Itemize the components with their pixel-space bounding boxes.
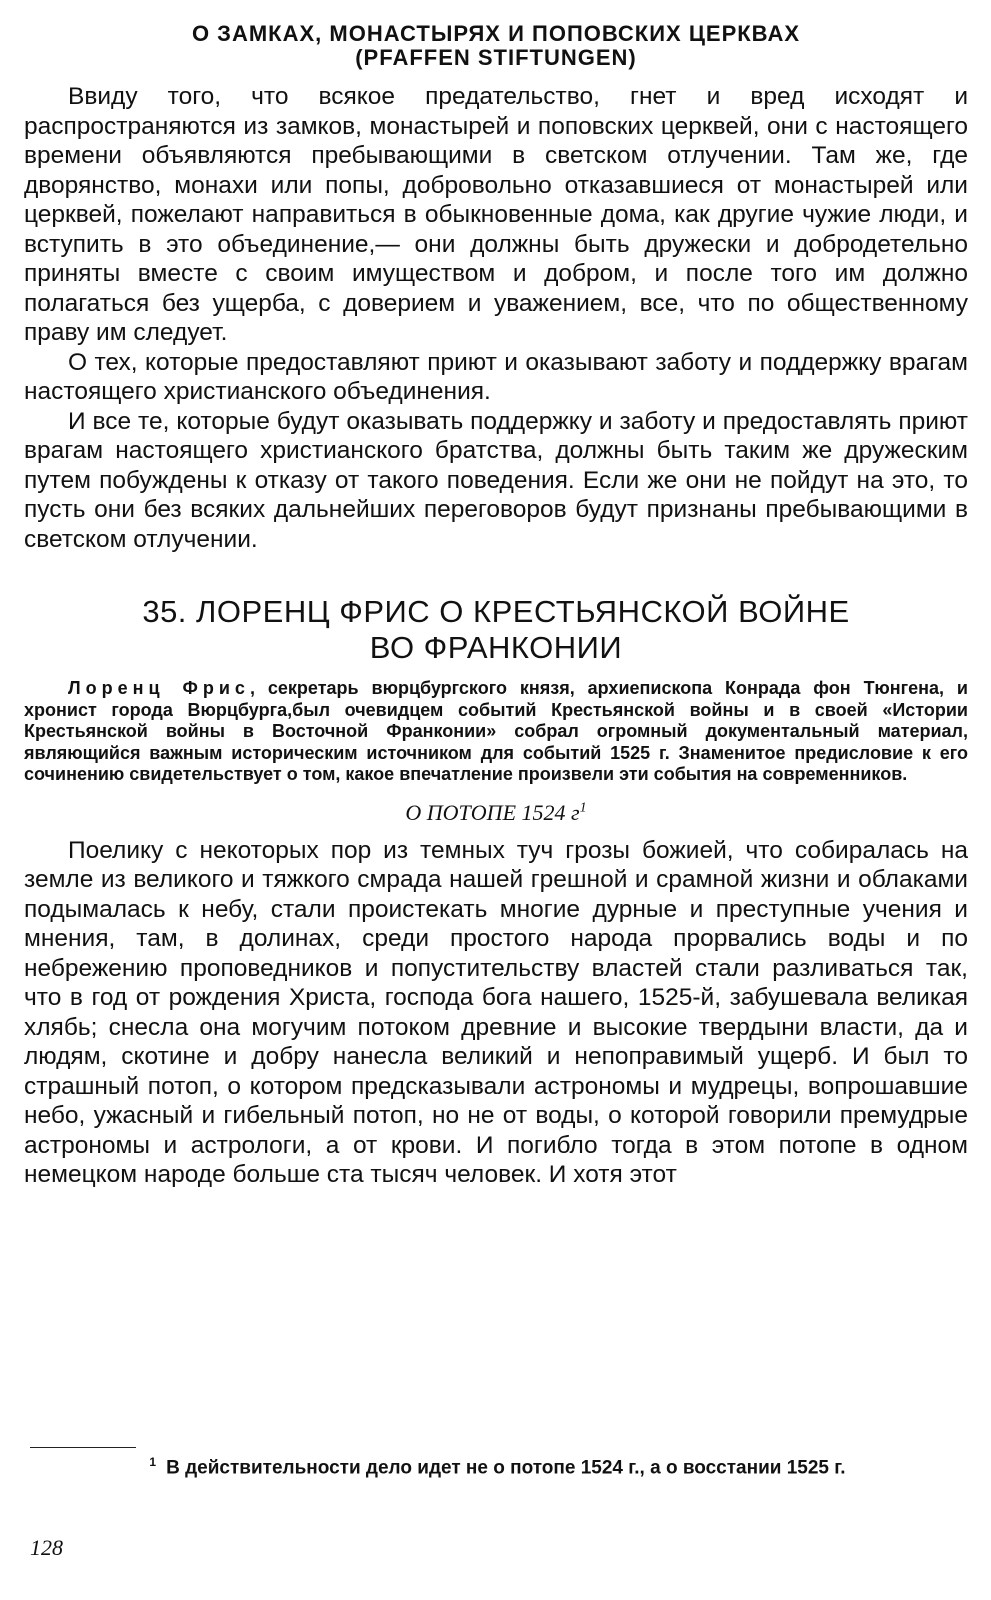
footnote: [30, 1455, 965, 1479]
section-title-line-2: ВО ФРАНКОНИИ: [369, 630, 623, 665]
footnote-divider: [30, 1447, 136, 1448]
section-title: [24, 594, 968, 666]
paragraph-2: О тех, которые предоставляют приют и оказывают заботу и поддержку врагам настоящего христианского объединения.: [24, 348, 968, 405]
top-text-block: [24, 82, 968, 554]
paragraph-1: Ввиду того, что всякое предательство, гнет и вред исходят и распространяются из замков, монастырей и поповских церквей, они с настоящего времени объявляются пребывающими в светском отлучении. Там же, где дворянство, монахи или попы, добровольно отказавшиеся от монастырей или церквей, пожелают направиться в обыкновенные дома, как другие чужие люди, и вступить в это объединение,— они должны быть дружески и добродетельно приняты вместе с своим имуществом и добром, и после того им должно полагаться без ущерба, с доверием и уважением, все, что по общественному праву им следует.: [24, 83, 968, 346]
chapter-heading: [24, 22, 968, 70]
chapter-heading-line-2: (PFAFFEN STIFTUNGEN): [355, 45, 637, 70]
page-number: 128: [30, 1535, 63, 1560]
section-paragraph: Поелику с некоторых пор из темных туч грозы божией, что собиралась на земле из великого и тяжкого смрада нашей грешной и срамной жизни и облаками подымалась к небу, стали проистекать многие дурные и преступные учения и мнения, там, в долинах, среди простого народа прорвались воды и по небрежению проповедников и попустительству властей стали разливаться так, что в год от рождения Христа, господа бога нашего, 1525-й, забушевала великая хлябь; снесла она могучим потоком древние и высокие твердыни власти, да и людям, скотине и добру нанесла великий и непоправимый ущерб. И был то страшный потоп, о котором предсказывали астрономы и мудрецы, вопрошавшие небо, ужасный и гибельный потоп, но не от воды, о которой говорили премудрые астрономы и астрологи, а от крови. И погибло тогда в этом потопе в одном немецком народе больше ста тысяч человек. И хотя этот: [24, 836, 968, 1188]
footnote-mark: 1: [149, 1455, 157, 1469]
intro-author-name: Лоренц Фрис: [68, 678, 250, 698]
page-content: [24, 22, 968, 1190]
intro-text: , секретарь вюрцбургского князя, архиепископа Конрада фон Тюнгена, и хронист города Вюрцбурга,был очевидцем событий Крестьянской войны и в своей «Истории Крестьянской войны в Восточной Франконии» собрал огромный документальный материал, являющийся важным историческим источником для событий 1525 г. Знаменитое предисловие к его сочинению свидетельствует о том, какое впечатление произвели эти события на современников.: [24, 678, 968, 784]
paragraph-3: И все те, которые будут оказывать поддержку и заботу и предоставлять приют врагам настоящего христианского братства, должны быть таким же дружеским путем побуждены к отказу от такого поведения. Если же они не пойдут на это, то пусть они без всяких дальнейших переговоров будут признаны пребывающими в светском отлучении.: [24, 407, 968, 553]
section-intro: [24, 678, 968, 786]
subsection-title: [24, 800, 968, 826]
section-title-line-1: 35. ЛОРЕНЦ ФРИС О КРЕСТЬЯНСКОЙ ВОЙНЕ: [142, 594, 850, 629]
footnote-text: В действительности дело идет не о потопе 1524 г., а о восстании 1525 г.: [166, 1457, 846, 1479]
chapter-heading-line-1: О ЗАМКАХ, МОНАСТЫРЯХ И ПОПОВСКИХ ЦЕРКВАХ: [191, 21, 801, 46]
subsection-title-text: О ПОТОПЕ 1524 г: [405, 799, 580, 825]
footnote-reference: 1: [579, 800, 587, 816]
